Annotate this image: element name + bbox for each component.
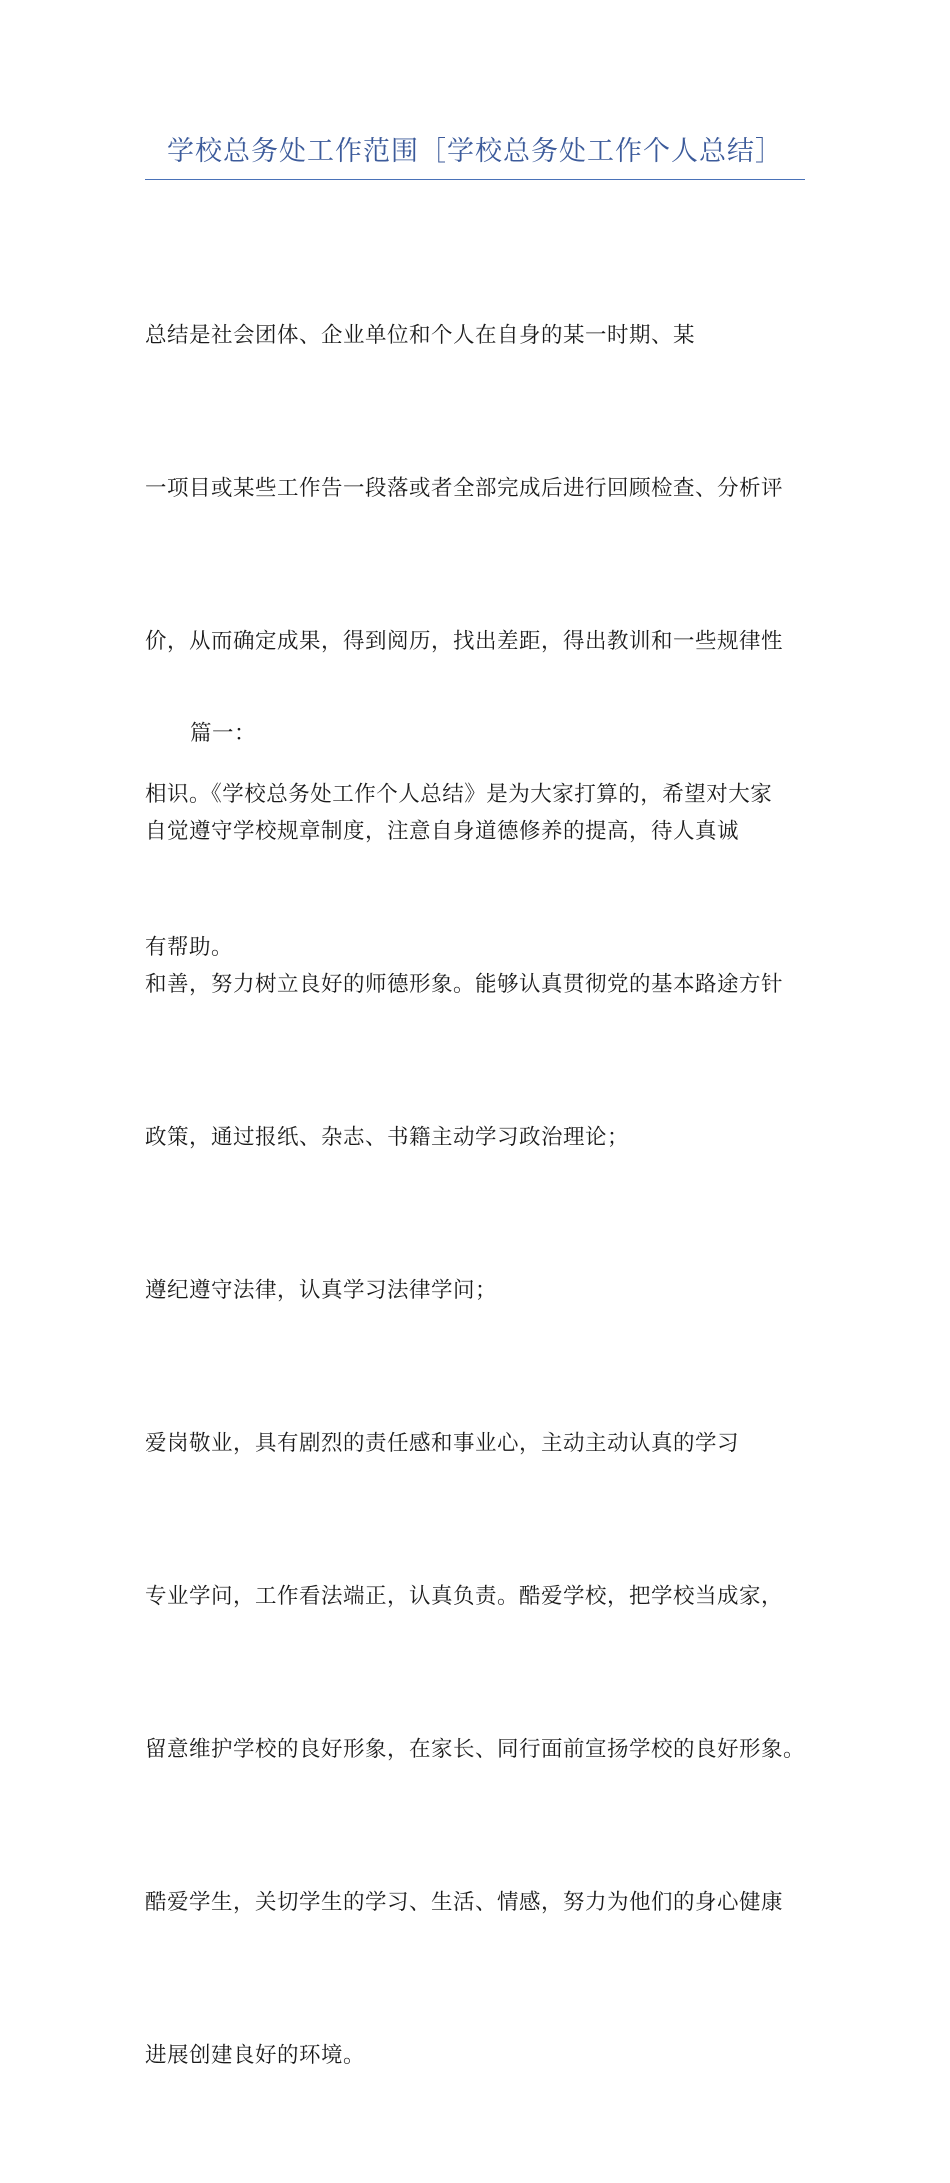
intro-line: 一项目或某些工作告一段落或者全部完成后进行回顾检查、分析评 bbox=[145, 476, 784, 501]
intro-line: 价，从而确定成果，得到阅历，找出差距，得出教训和一些规律性 bbox=[145, 629, 784, 654]
body-line: 爱岗敬业，具有剧烈的责任感和事业心，主动主动认真的学习 bbox=[145, 1431, 740, 1456]
body-paragraphs bbox=[145, 704, 810, 2183]
body-line: 遵纪遵守法律，认真学习法律学问； bbox=[145, 1278, 498, 1303]
body-line: 专业学问，工作看法端正，认真负责。酷爱学校，把学校当成家， bbox=[145, 1584, 784, 1609]
title-underline bbox=[145, 179, 805, 180]
intro-line: 相识。《学校总务处工作个人总结》是为大家打算的，希望对大家 bbox=[145, 782, 773, 807]
body-line: 政策，通过报纸、杂志、书籍主动学习政治理论； bbox=[145, 1125, 630, 1150]
intro-line: 有帮助。 bbox=[145, 935, 234, 960]
body-line: 自觉遵守学校规章制度，注意自身道德修养的提高，待人真诚 bbox=[145, 819, 740, 844]
section-heading-text: 篇一： bbox=[190, 721, 257, 746]
body-line: 留意维护学校的良好形象，在家长、同行面前宣扬学校的良好形象。 bbox=[145, 1737, 806, 1762]
body-line: 酷爱学生，关切学生的学习、生活、情感，努力为他们的身心健康 bbox=[145, 1890, 784, 1915]
body-line: 进展创建良好的环境。 bbox=[145, 2043, 366, 2068]
body-line: 和善，努力树立良好的师德形象。能够认真贯彻党的基本路途方针 bbox=[145, 972, 784, 997]
intro-line: 总结是社会团体、企业单位和个人在自身的某一时期、某 bbox=[145, 323, 696, 348]
document-title: 学校总务处工作范围［学校总务处工作个人总结］ bbox=[167, 136, 783, 167]
